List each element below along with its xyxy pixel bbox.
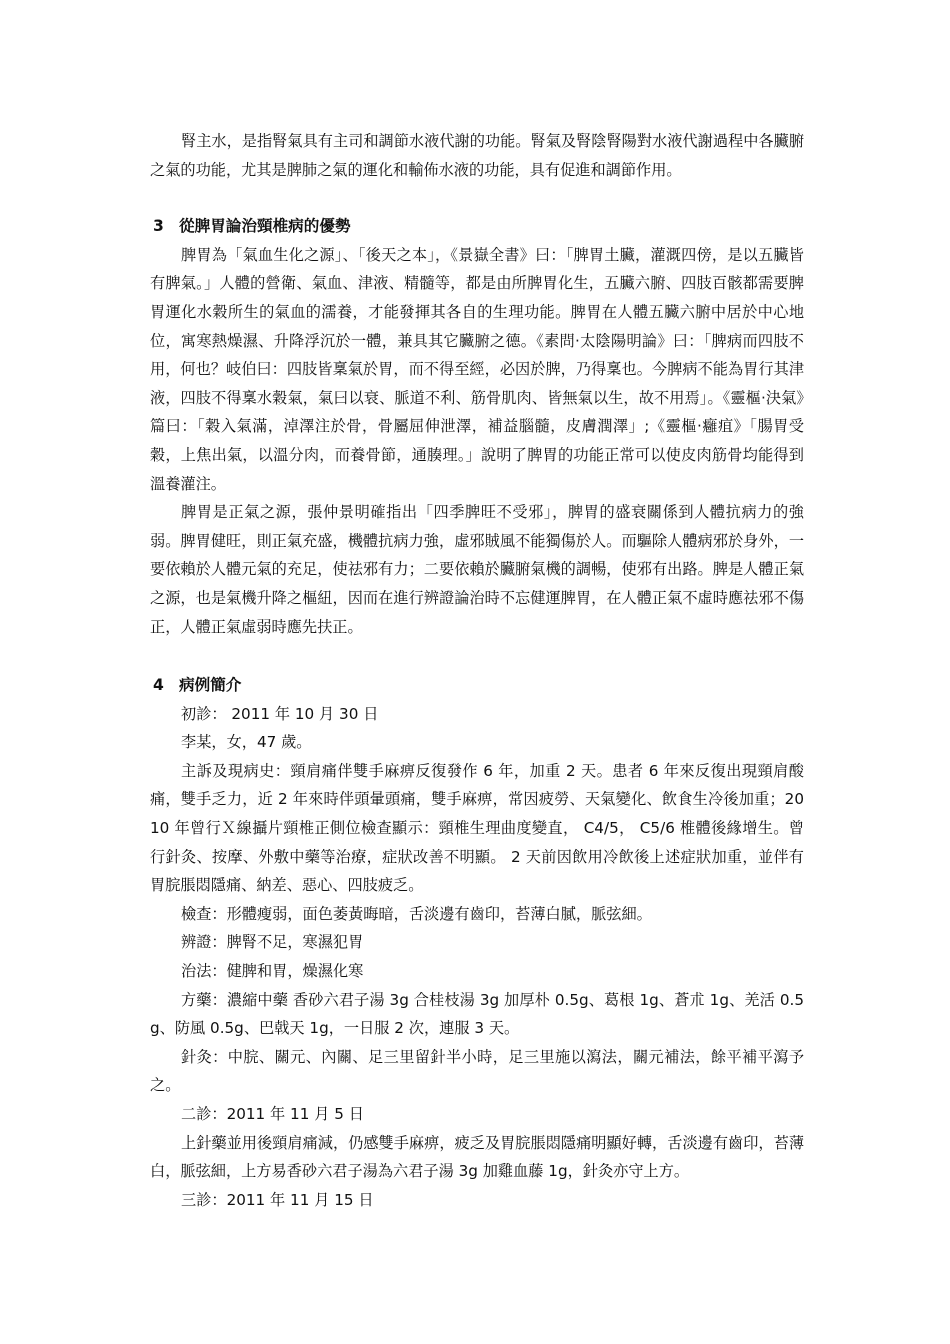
section-3-title: 從脾胃論治頸椎病的優勢	[179, 217, 351, 236]
prescription: 方藥：濃縮中藥 香砂六君子湯 3g 合桂枝湯 3g 加厚朴 0.5g、葛根 1g、蒼朮 1g、羌活 0.5g、防風 0.5g、巴戟天 1g，一日服 2 次，連服 3 天。	[150, 990, 804, 1038]
section-4-title: 病例簡介	[179, 676, 242, 695]
kidney-water-paragraph: 腎主水，是指腎氣具有主司和調節水液代謝的功能。腎氣及腎陰腎陽對水液代謝過程中各臟腑之氣的功能，尤其是脾肺之氣的運化和輸佈水液的功能，具有促進和調節作用。	[150, 132, 804, 179]
section-3-heading	[153, 212, 804, 241]
section-4-heading	[153, 671, 804, 700]
examination: 檢查：形體瘦弱，面色萎黃晦暗，舌淡邊有齒印，苔薄白膩，脈弦細。	[181, 904, 652, 923]
treatment-method: 治法：健脾和胃，燥濕化寒	[181, 962, 364, 981]
second-visit-notes: 上針藥並用後頸肩痛減，仍感雙手麻痹，疲乏及胃脘脹悶隱痛明顯好轉，舌淡邊有齒印，苔薄白，脈弦細，上方易香砂六君子湯為六君子湯 3g 加雞血藤 1g，針灸亦守上方。	[150, 1133, 804, 1181]
patient-info: 李某，女，47 歲。	[181, 733, 312, 752]
section-3-paragraph-2: 脾胃是正氣之源，張仲景明確指出「四季脾旺不受邪」，脾胃的盛衰關係到人體抗病力的強弱。脾胃健旺，則正氣充盛，機體抗病力強，虛邪賊風不能獨傷於人。而驅除人體病邪於身外，一要依賴於人體元氣的充足，使祛邪有力；二要依賴於臟腑氣機的調暢，使邪有出路。脾是人體正氣之源，也是氣機升降之樞紐，因而在進行辨證論治時不忘健運脾胃，在人體正氣不虛時應祛邪不傷正，人體正氣虛弱時應先扶正。	[150, 503, 804, 636]
spacer	[150, 184, 804, 212]
document-body	[150, 127, 804, 1214]
spacer	[150, 641, 804, 671]
syndrome-differentiation: 辨證：脾腎不足，寒濕犯胃	[181, 933, 364, 952]
first-visit-date: 初診： 2011 年 10 月 30 日	[181, 704, 379, 723]
section-4-number: 4	[153, 676, 164, 695]
third-visit-date: 三診：2011 年 11 月 15 日	[181, 1190, 374, 1209]
section-3-paragraph-1: 脾胃為「氣血生化之源」、「後天之本」，《景嶽全書》曰：「脾胃土臟，灌溉四傍，是以五臟皆有脾氣。」人體的營衛、氣血、津液、精髓等，都是由所脾胃化生，五臟六腑、四肢百骸都需要脾胃運化水穀所生的氣血的濡養，才能發揮其各自的生理功能。脾胃在人體五臟六腑中居於中心地位，寓寒熱燥濕、升降浮沉於一體，兼具其它臟腑之德。《素問·太陰陽明論》曰：「脾病而四肢不用，何也？岐伯曰：四肢皆稟氣於胃，而不得至經，必因於脾，乃得稟也。今脾病不能為胃行其津液，四肢不得稟水穀氣，氣曰以衰、脈道不利、筋骨肌肉、皆無氣以生，故不用焉」。《靈樞·決氣》篇曰：「穀入氣滿，淖澤注於骨，骨屬屈伸泄澤，補益腦髓，皮膚潤澤」;《靈樞·癰疽》「腸胃受穀，上焦出氣，以溫分肉，而養骨節，通腠理。」說明了脾胃的功能正常可以使皮肉筋骨均能得到溫養灌注。	[150, 245, 804, 493]
second-visit-date: 二診：2011 年 11 月 5 日	[181, 1105, 364, 1123]
acupuncture: 針灸：中脘、關元、內關、足三里留針半小時，足三里施以瀉法，關元補法，餘平補平瀉予之。	[150, 1047, 804, 1095]
section-3-number: 3	[153, 217, 164, 236]
chief-complaint: 主訴及現病史：頸肩痛伴雙手麻痹反復發作 6 年，加重 2 天。患者 6 年來反復出現頸肩酸痛，雙手乏力，近 2 年來時伴頭暈頭痛，雙手麻痹，常因疲勞、天氣變化、飲食生冷後加重；2010 年曾行Ｘ線攝片頸椎正側位檢查顯示：頸椎生理曲度變直， C4/5， C5/6 椎體後緣增生。曾行針灸、按摩、外敷中藥等治療，症狀改善不明顯。 2 天前因飲用冷飲後上述症狀加重，並伴有胃脘脹悶隱痛、納差、惡心、四肢疲乏。	[150, 761, 804, 895]
